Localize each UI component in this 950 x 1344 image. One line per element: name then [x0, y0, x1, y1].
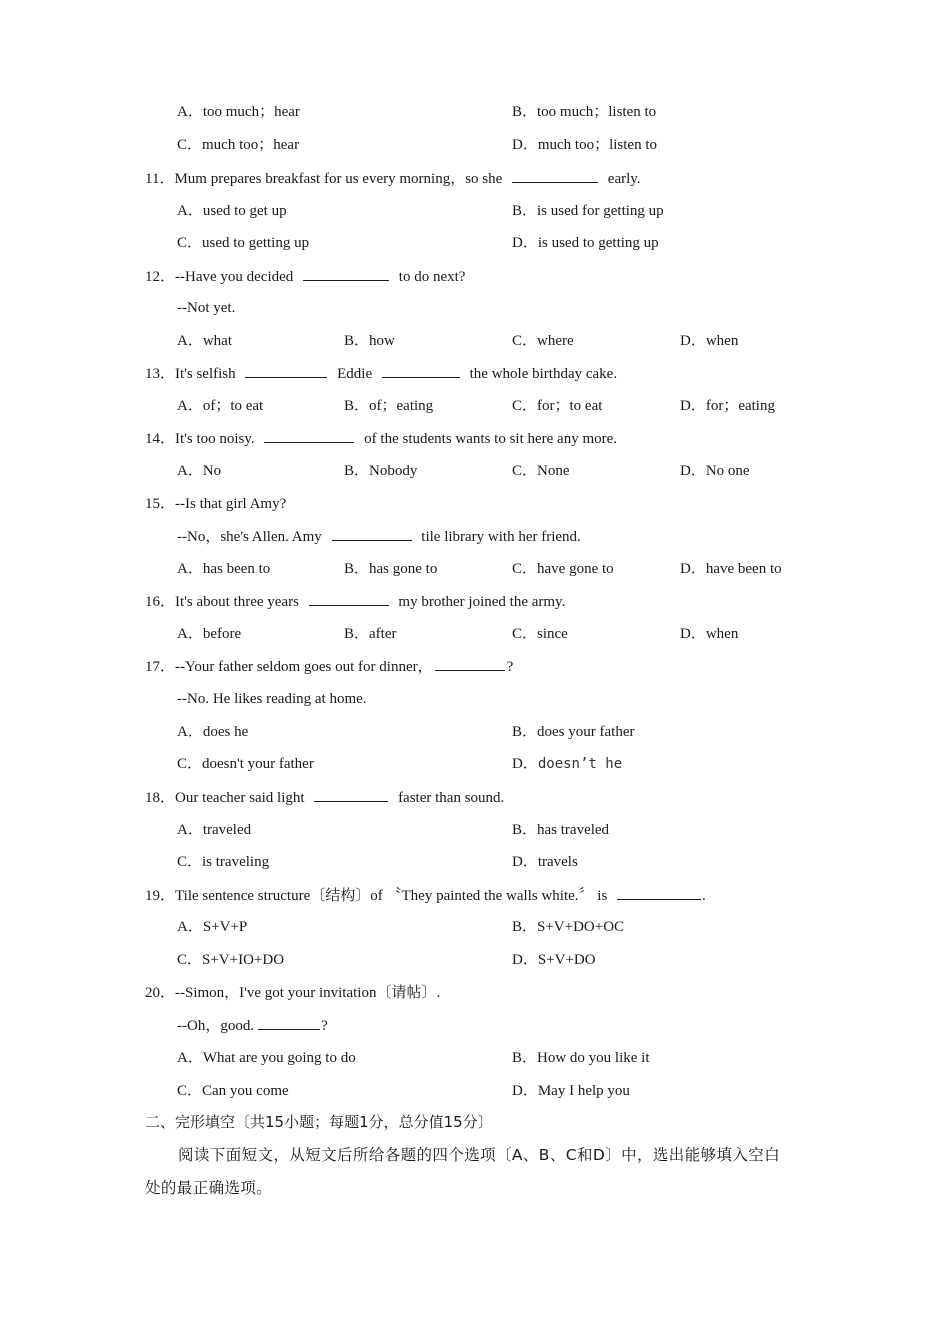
dialogue-reply: [177, 1015, 328, 1036]
reply-text-end: ?: [321, 1018, 328, 1034]
option-c[interactable]: C．S+V+IO+DO: [177, 952, 285, 968]
option-a[interactable]: A．traveled: [177, 822, 252, 838]
option-d[interactable]: D．travels: [512, 854, 578, 870]
question-text: --Have you decided: [175, 269, 294, 285]
question-text-end: the whole birthday cake.: [469, 366, 618, 382]
question-text: Tile sentence structure〔结构〕of 〝They painted the walls white.〞 is: [175, 888, 608, 904]
question-19: [145, 885, 706, 906]
option-c[interactable]: C．where: [512, 333, 574, 349]
option-a[interactable]: A．of；to eat: [177, 398, 264, 414]
reply-text: --No，she's Allen. Amy: [177, 529, 322, 545]
question-number: 19．: [145, 888, 176, 904]
option-d-text: doesn’t he: [537, 756, 623, 772]
question-text-end: .: [702, 888, 706, 904]
question-text: Our teacher said light: [175, 790, 305, 806]
question-12: [145, 266, 465, 287]
question-text-end: to do next?: [398, 269, 466, 285]
question-11: [145, 168, 641, 189]
question-text-end: ?: [506, 659, 514, 675]
question-text: It's about three years: [175, 594, 299, 610]
option-b[interactable]: B．How do you like it: [512, 1050, 650, 1066]
option-b[interactable]: B．S+V+DO+OC: [512, 919, 625, 935]
question-13: [145, 363, 617, 384]
option-d[interactable]: D．S+V+DO: [512, 952, 596, 968]
question-number: 13．: [145, 366, 176, 382]
dialogue-reply: --No. He likes reading at home.: [177, 691, 367, 707]
option-c[interactable]: C．used to getting up: [177, 235, 310, 251]
question-text: --Is that girl Amy?: [175, 496, 287, 512]
option-d[interactable]: D．much too；listen to: [512, 137, 657, 153]
answer-blank-1[interactable]: [245, 363, 327, 378]
section-heading: 二、完形填空〔共15小题；每题1分，总分值15分〕: [145, 1113, 493, 1131]
question-text-end: of the students wants to sit here any more.: [364, 431, 618, 447]
option-b[interactable]: B．does your father: [512, 724, 635, 740]
answer-blank[interactable]: [258, 1015, 320, 1030]
option-b[interactable]: B．after: [344, 626, 397, 642]
option-d[interactable]: D．for；eating: [680, 398, 775, 414]
question-text-end: faster than sound.: [398, 790, 505, 806]
option-b[interactable]: B．of；eating: [344, 398, 434, 414]
option-d[interactable]: D．when: [680, 626, 739, 642]
answer-blank[interactable]: [303, 266, 389, 281]
question-number: 20．: [145, 985, 176, 1001]
answer-blank-2[interactable]: [382, 363, 460, 378]
reply-text: --Oh，good.: [177, 1018, 255, 1034]
question-text: It's too noisy.: [175, 431, 255, 447]
option-d[interactable]: D．have been to: [680, 561, 782, 577]
question-text: Mum prepares breakfast for us every morning，so she: [174, 171, 503, 187]
question-text-end: early.: [607, 171, 641, 187]
question-14: [145, 428, 617, 449]
question-18: [145, 787, 504, 808]
option-c[interactable]: C．None: [512, 463, 570, 479]
option-a[interactable]: A．used to get up: [177, 203, 287, 219]
answer-blank[interactable]: [314, 787, 388, 802]
option-d[interactable]: D．May I help you: [512, 1083, 630, 1099]
answer-blank[interactable]: [617, 885, 701, 900]
answer-blank[interactable]: [512, 168, 598, 183]
question-number: 16．: [145, 594, 176, 610]
question-number: 17．: [145, 659, 176, 675]
reply-text-end: tile library with her friend.: [421, 529, 581, 545]
option-a[interactable]: A．S+V+P: [177, 919, 248, 935]
option-d[interactable]: D．is used to getting up: [512, 235, 659, 251]
section-instruction-line2: 处的最正确选项。: [145, 1179, 273, 1197]
question-number: 11．: [145, 171, 175, 187]
option-d[interactable]: D．when: [680, 333, 739, 349]
question-text-end: my brother joined the army.: [398, 594, 566, 610]
option-a[interactable]: A．too much；hear: [177, 104, 300, 120]
question-15: [145, 494, 286, 514]
option-c[interactable]: C．for；to eat: [512, 398, 603, 414]
option-a[interactable]: A．does he: [177, 724, 249, 740]
option-b[interactable]: B．Nobody: [344, 463, 418, 479]
question-number: 12．: [145, 269, 176, 285]
question-text-mid: Eddie: [337, 366, 373, 382]
question-16: [145, 591, 565, 612]
option-d[interactable]: D．No one: [680, 463, 750, 479]
option-c[interactable]: C．doesn't your father: [177, 756, 314, 772]
section-instruction-line1: 阅读下面短文，从短文后所给各题的四个选项〔A、B、C和D〕中，选出能够填入空白: [178, 1146, 781, 1164]
question-text: It's selfish: [175, 366, 236, 382]
question-number: 14．: [145, 431, 176, 447]
option-b[interactable]: B．has gone to: [344, 561, 438, 577]
question-17: [145, 656, 513, 677]
option-b[interactable]: B．how: [344, 333, 395, 349]
option-a[interactable]: A．has been to: [177, 561, 271, 577]
option-a[interactable]: A．No: [177, 463, 222, 479]
option-b[interactable]: B．has traveled: [512, 822, 610, 838]
dialogue-reply: [177, 526, 581, 547]
option-a[interactable]: A．What are you going to do: [177, 1050, 356, 1066]
option-c[interactable]: C．have gone to: [512, 561, 614, 577]
option-c[interactable]: C．much too；hear: [177, 137, 300, 153]
question-text: --Your father seldom goes out for dinner，: [175, 659, 433, 675]
option-b[interactable]: B．is used for getting up: [512, 203, 664, 219]
question-number: 18．: [145, 790, 176, 806]
option-d-label: D．: [512, 756, 538, 772]
answer-blank[interactable]: [435, 656, 505, 671]
option-c[interactable]: C．Can you come: [177, 1083, 289, 1099]
answer-blank[interactable]: [309, 591, 389, 606]
option-c[interactable]: C．is traveling: [177, 854, 270, 870]
option-d[interactable]: [512, 754, 622, 774]
answer-blank[interactable]: [332, 526, 412, 541]
option-a[interactable]: A．what: [177, 333, 232, 349]
question-20: [145, 983, 440, 1003]
option-b[interactable]: B．too much；listen to: [512, 104, 657, 120]
dialogue-reply: --Not yet.: [177, 300, 236, 316]
answer-blank[interactable]: [264, 428, 354, 443]
question-text: --Simon，I've got your invitation〔请帖〕.: [175, 985, 441, 1001]
question-number: 15．: [145, 496, 176, 512]
option-c[interactable]: C．since: [512, 626, 568, 642]
option-a[interactable]: A．before: [177, 626, 242, 642]
